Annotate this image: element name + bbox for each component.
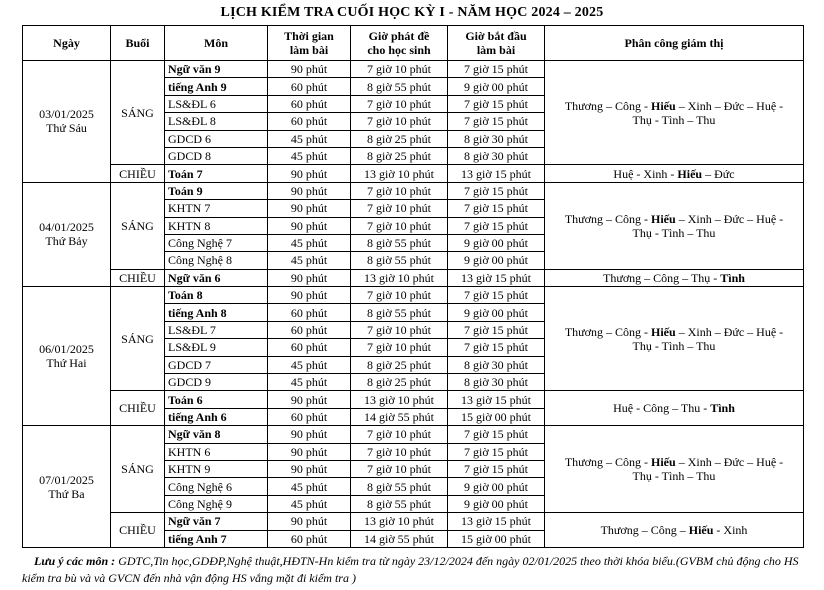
start-time-cell: 7 giờ 15 phút — [448, 182, 545, 199]
subject-cell: GDCD 8 — [165, 147, 268, 164]
subject-cell: tiếng Anh 6 — [165, 408, 268, 425]
exam-schedule-table — [22, 25, 804, 548]
proctor-name: Hiếu — [651, 324, 676, 339]
proctor-name: – Xinh – Đức – Huệ - — [675, 455, 784, 470]
duration-cell: 45 phút — [268, 252, 351, 269]
proctor-name: Thương – Công - — [564, 98, 652, 113]
handout-time-cell: 7 giờ 10 phút — [351, 200, 448, 217]
proctors-cell — [545, 182, 804, 269]
handout-time-cell: 8 giờ 55 phút — [351, 478, 448, 495]
duration-cell: 60 phút — [268, 78, 351, 95]
header-buoi: Buổi — [111, 26, 165, 61]
page-title: LỊCH KIỂM TRA CUỐI HỌC KỲ I - NĂM HỌC 2024 – 2025 — [220, 5, 604, 20]
duration-cell: 45 phút — [268, 478, 351, 495]
start-time-cell: 7 giờ 15 phút — [448, 95, 545, 112]
duration-cell: 90 phút — [268, 460, 351, 477]
session-cell: CHIỀU — [111, 269, 165, 286]
proctor-name: – Xinh – Đức – Huệ - — [675, 211, 784, 226]
header-mon: Môn — [165, 26, 268, 61]
session-cell: SÁNG — [111, 182, 165, 269]
start-time-cell: 7 giờ 15 phút — [448, 287, 545, 304]
start-time-cell: 7 giờ 15 phút — [448, 443, 545, 460]
handout-time-cell: 7 giờ 10 phút — [351, 95, 448, 112]
start-time-cell: 7 giờ 15 phút — [448, 460, 545, 477]
start-time-cell: 9 giờ 00 phút — [448, 304, 545, 321]
handout-time-cell: 7 giờ 10 phút — [351, 321, 448, 338]
session-cell: CHIỀU — [111, 391, 165, 426]
table-row — [23, 269, 804, 286]
proctor-name: Thương – Công – Thụ - — [603, 270, 721, 285]
handout-time-cell: 8 giờ 25 phút — [351, 374, 448, 391]
subject-cell: KHTN 7 — [165, 200, 268, 217]
subject-cell: KHTN 8 — [165, 217, 268, 234]
start-time-cell: 15 giờ 00 phút — [448, 408, 545, 425]
start-time-cell: 9 giờ 00 phút — [448, 478, 545, 495]
proctor-name: Thương – Công - — [564, 324, 652, 339]
subject-cell: Công Nghệ 9 — [165, 495, 268, 512]
proctor-name: Hiếu — [651, 98, 676, 113]
proctors-cell — [545, 426, 804, 513]
start-time-cell: 8 giờ 30 phút — [448, 356, 545, 373]
date-text: 03/01/2025 — [39, 107, 94, 122]
proctor-name: Tình — [720, 270, 745, 285]
duration-cell: 90 phút — [268, 287, 351, 304]
subject-cell: tiếng Anh 8 — [165, 304, 268, 321]
duration-cell: 60 phút — [268, 321, 351, 338]
handout-time-cell: 8 giờ 55 phút — [351, 252, 448, 269]
header-thoi-gian: Thời gian làm bài — [268, 26, 351, 61]
subject-cell: Công Nghệ 8 — [165, 252, 268, 269]
handout-time-cell: 7 giờ 10 phút — [351, 113, 448, 130]
table-row — [23, 426, 804, 443]
handout-time-cell: 7 giờ 10 phút — [351, 217, 448, 234]
proctor-name: Thương – Công - — [564, 455, 652, 470]
proctor-name: Hiếu — [688, 523, 714, 538]
start-time-cell: 9 giờ 00 phút — [448, 252, 545, 269]
start-time-cell: 7 giờ 15 phút — [448, 61, 545, 78]
footnote — [22, 553, 822, 587]
proctors-cell — [545, 61, 804, 165]
start-time-cell: 9 giờ 00 phút — [448, 234, 545, 251]
subject-cell: Công Nghệ 6 — [165, 478, 268, 495]
handout-time-cell: 13 giờ 10 phút — [351, 513, 448, 530]
start-time-cell: 9 giờ 00 phút — [448, 78, 545, 95]
header-gio-bat-dau: Giờ bắt đầu làm bài — [448, 26, 545, 61]
duration-cell: 45 phút — [268, 356, 351, 373]
weekday-text: Thứ Sáu — [46, 121, 87, 136]
proctor-name: Hiếu — [651, 455, 676, 470]
handout-time-cell: 8 giờ 25 phút — [351, 147, 448, 164]
start-time-cell: 7 giờ 15 phút — [448, 217, 545, 234]
handout-time-cell: 14 giờ 55 phút — [351, 530, 448, 547]
start-time-cell: 13 giờ 15 phút — [448, 269, 545, 286]
handout-time-cell: 8 giờ 55 phút — [351, 234, 448, 251]
handout-time-cell: 8 giờ 55 phút — [351, 78, 448, 95]
proctor-name: Thương – Công – — [600, 523, 689, 538]
start-time-cell: 13 giờ 15 phút — [448, 513, 545, 530]
duration-cell: 90 phút — [268, 61, 351, 78]
duration-cell: 45 phút — [268, 130, 351, 147]
table-row — [23, 391, 804, 408]
duration-cell: 90 phút — [268, 443, 351, 460]
handout-time-cell: 13 giờ 10 phút — [351, 165, 448, 182]
start-time-cell: 9 giờ 00 phút — [448, 495, 545, 512]
table-row — [23, 165, 804, 182]
subject-cell: GDCD 7 — [165, 356, 268, 373]
subject-cell: LS&ĐL 8 — [165, 113, 268, 130]
duration-cell: 90 phút — [268, 182, 351, 199]
duration-cell: 45 phút — [268, 147, 351, 164]
subject-cell: GDCD 6 — [165, 130, 268, 147]
date-text: 06/01/2025 — [39, 342, 94, 357]
weekday-text: Thứ Ba — [48, 486, 85, 501]
table-row — [23, 182, 804, 199]
start-time-cell: 7 giờ 15 phút — [448, 321, 545, 338]
duration-cell: 90 phút — [268, 200, 351, 217]
start-time-cell: 13 giờ 15 phút — [448, 165, 545, 182]
subject-cell: Ngữ văn 6 — [165, 269, 268, 286]
handout-time-cell: 7 giờ 10 phút — [351, 61, 448, 78]
header-phan-cong: Phân công giám thị — [545, 26, 804, 61]
start-time-cell: 7 giờ 15 phút — [448, 339, 545, 356]
proctors-cell — [545, 287, 804, 391]
duration-cell: 90 phút — [268, 217, 351, 234]
proctor-name: Tình — [710, 401, 735, 416]
proctors-cell — [545, 391, 804, 426]
subject-cell: Công Nghệ 7 — [165, 234, 268, 251]
handout-time-cell: 8 giờ 25 phút — [351, 356, 448, 373]
session-cell: SÁNG — [111, 287, 165, 391]
proctors-cell — [545, 269, 804, 286]
proctor-name: – Đức — [702, 166, 735, 181]
duration-cell: 60 phút — [268, 408, 351, 425]
subject-cell: tiếng Anh 7 — [165, 530, 268, 547]
proctor-name: – Xinh – Đức – Huệ - — [675, 324, 784, 339]
handout-time-cell: 7 giờ 10 phút — [351, 339, 448, 356]
subject-cell: KHTN 9 — [165, 460, 268, 477]
handout-time-cell: 7 giờ 10 phút — [351, 182, 448, 199]
start-time-cell: 7 giờ 15 phút — [448, 113, 545, 130]
duration-cell: 60 phút — [268, 339, 351, 356]
start-time-cell: 8 giờ 30 phút — [448, 130, 545, 147]
duration-cell: 60 phút — [268, 113, 351, 130]
handout-time-cell: 7 giờ 10 phút — [351, 287, 448, 304]
start-time-cell: 8 giờ 30 phút — [448, 374, 545, 391]
duration-cell: 90 phút — [268, 269, 351, 286]
weekday-text: Thứ Hai — [46, 356, 87, 371]
start-time-cell: 7 giờ 15 phút — [448, 426, 545, 443]
schedule-body — [23, 61, 804, 548]
duration-cell: 45 phút — [268, 495, 351, 512]
proctors-cell — [545, 165, 804, 182]
date-cell — [23, 182, 111, 286]
proctors-cell — [545, 513, 804, 548]
date-cell — [23, 61, 111, 183]
subject-cell: LS&ĐL 7 — [165, 321, 268, 338]
handout-time-cell: 14 giờ 55 phút — [351, 408, 448, 425]
start-time-cell: 8 giờ 30 phút — [448, 147, 545, 164]
subject-cell: Toán 7 — [165, 165, 268, 182]
session-cell: CHIỀU — [111, 165, 165, 182]
proctor-name: - Xinh — [713, 523, 748, 538]
handout-time-cell: 8 giờ 25 phút — [351, 130, 448, 147]
weekday-text: Thứ Bảy — [45, 234, 88, 249]
duration-cell: 60 phút — [268, 95, 351, 112]
note-label: Lưu ý các môn : — [34, 554, 116, 568]
proctor-name: Thương – Công - — [564, 211, 652, 226]
start-time-cell: 13 giờ 15 phút — [448, 391, 545, 408]
subject-cell: Toán 6 — [165, 391, 268, 408]
date-cell — [23, 287, 111, 426]
subject-cell: LS&ĐL 6 — [165, 95, 268, 112]
header-gio-phat-de: Giờ phát đề cho học sinh — [351, 26, 448, 61]
date-text: 04/01/2025 — [39, 220, 94, 235]
header-row — [23, 26, 804, 61]
duration-cell: 45 phút — [268, 234, 351, 251]
subject-cell: Toán 8 — [165, 287, 268, 304]
proctor-name: Thụ - Tình – Thu — [632, 112, 716, 127]
duration-cell: 90 phút — [268, 165, 351, 182]
subject-cell: LS&ĐL 9 — [165, 339, 268, 356]
table-row — [23, 513, 804, 530]
handout-time-cell: 8 giờ 55 phút — [351, 495, 448, 512]
handout-time-cell: 7 giờ 10 phút — [351, 426, 448, 443]
handout-time-cell: 7 giờ 10 phút — [351, 443, 448, 460]
proctor-name: Thụ - Tình – Thu — [632, 225, 716, 240]
session-cell: CHIỀU — [111, 513, 165, 548]
subject-cell: KHTN 6 — [165, 443, 268, 460]
subject-cell: Toán 9 — [165, 182, 268, 199]
duration-cell: 90 phút — [268, 513, 351, 530]
session-cell: SÁNG — [111, 426, 165, 513]
subject-cell: tiếng Anh 9 — [165, 78, 268, 95]
proctor-name: Thụ - Tình – Thu — [632, 338, 716, 353]
header-ngay: Ngày — [23, 26, 111, 61]
date-text: 07/01/2025 — [39, 472, 94, 487]
start-time-cell: 7 giờ 15 phút — [448, 200, 545, 217]
duration-cell: 90 phút — [268, 391, 351, 408]
handout-time-cell: 8 giờ 55 phút — [351, 304, 448, 321]
duration-cell: 45 phút — [268, 374, 351, 391]
subject-cell: Ngữ văn 9 — [165, 61, 268, 78]
session-cell: SÁNG — [111, 61, 165, 165]
start-time-cell: 15 giờ 00 phút — [448, 530, 545, 547]
proctor-name: Hiếu — [677, 166, 703, 181]
subject-cell: Ngữ văn 8 — [165, 426, 268, 443]
table-row — [23, 61, 804, 78]
subject-cell: GDCD 9 — [165, 374, 268, 391]
handout-time-cell: 13 giờ 10 phút — [351, 269, 448, 286]
proctor-name: – Xinh – Đức – Huệ - — [675, 98, 784, 113]
duration-cell: 90 phút — [268, 426, 351, 443]
handout-time-cell: 7 giờ 10 phút — [351, 460, 448, 477]
table-row — [23, 287, 804, 304]
proctor-name: Thụ - Tình – Thu — [632, 469, 716, 484]
duration-cell: 60 phút — [268, 304, 351, 321]
duration-cell: 60 phút — [268, 530, 351, 547]
date-cell — [23, 426, 111, 548]
handout-time-cell: 13 giờ 10 phút — [351, 391, 448, 408]
subject-cell: Ngữ văn 7 — [165, 513, 268, 530]
note-text: GDTC,Tin học,GDĐP,Nghệ thuật,HĐTN-Hn kiểm tra từ ngày 23/12/2024 đến ngày 02/01/2025 theo thời khóa biểu.(GVBM chủ động cho HS kiểm tra bù và và GVCN đến nhà vận động HS vắng mặt đi kiểm tra ) — [22, 554, 799, 585]
proctor-name: Huệ - Công – Thu - — [613, 401, 711, 416]
proctor-name: Hiếu — [651, 211, 676, 226]
proctor-name: Huệ - Xinh - — [613, 166, 678, 181]
